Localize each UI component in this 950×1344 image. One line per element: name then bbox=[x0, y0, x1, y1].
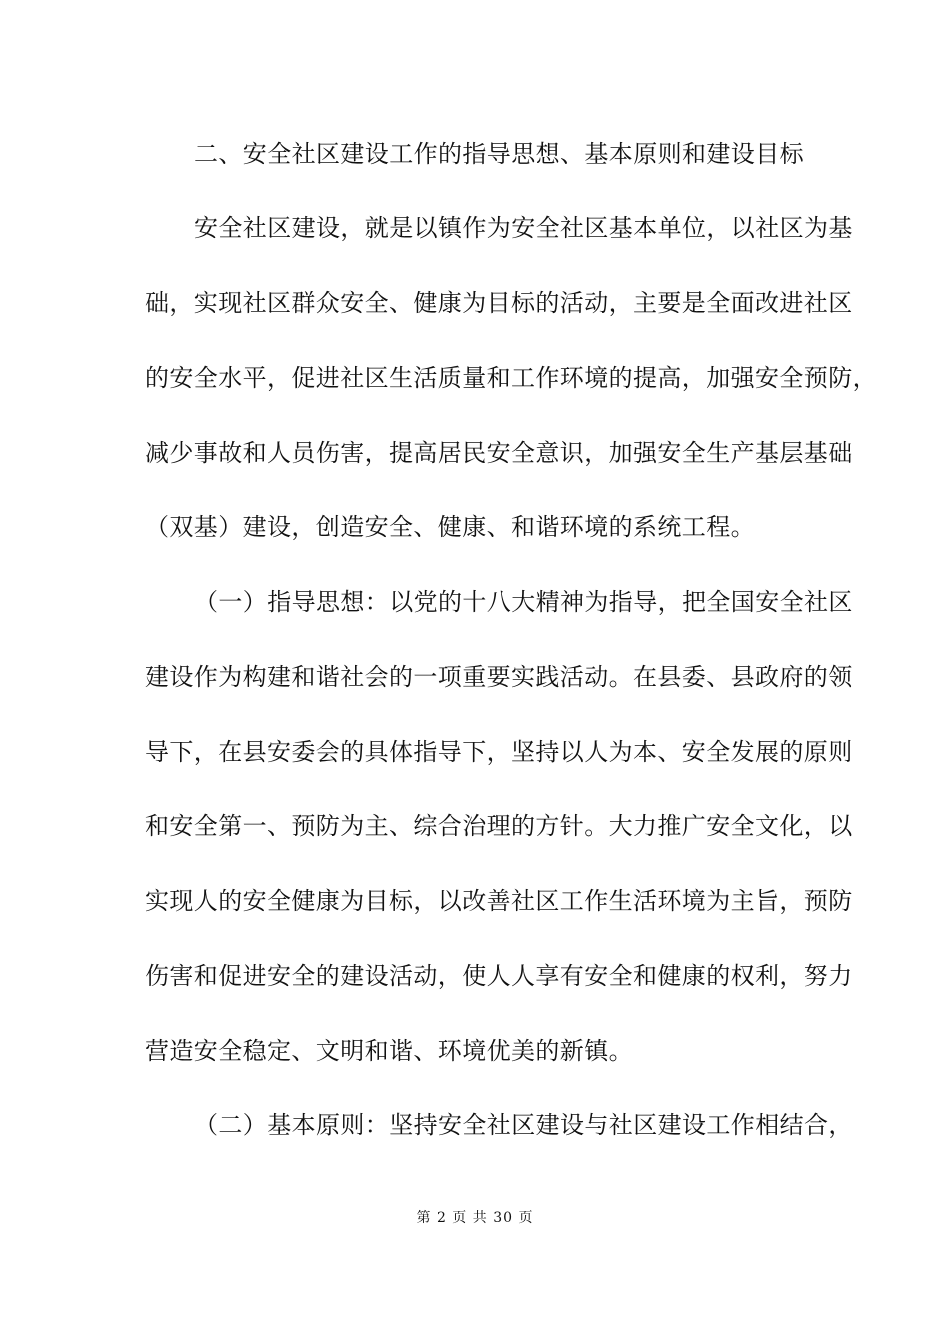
text-line: 实现人的安全健康为目标，以改善社区工作生活环境为主旨，预防 bbox=[145, 887, 853, 915]
text-line: （双基）建设，创造安全、健康、和谐环境的系统工程。 bbox=[145, 513, 755, 541]
text-line: 二、安全社区建设工作的指导思想、基本原则和建设目标 bbox=[194, 140, 804, 168]
text-line: （一）指导思想：以党的十八大精神为指导，把全国安全社区 bbox=[194, 588, 853, 616]
page-footer: 第 2 页 共 30 页 bbox=[416, 1210, 534, 1226]
text-line: 伤害和促进安全的建设活动，使人人享有安全和健康的权利，努力 bbox=[145, 962, 853, 990]
text-line: 的安全水平，促进社区生活质量和工作环境的提高，加强安全预防， bbox=[145, 364, 877, 392]
text-line: （二）基本原则：坚持安全社区建设与社区建设工作相结合， bbox=[194, 1111, 853, 1139]
text-line: 导下，在县安委会的具体指导下，坚持以人为本、安全发展的原则 bbox=[145, 738, 853, 766]
text-line: 营造安全稳定、文明和谐、环境优美的新镇。 bbox=[145, 1037, 633, 1065]
text-line: 和安全第一、预防为主、综合治理的方针。大力推广安全文化，以 bbox=[145, 812, 853, 840]
text-line: 减少事故和人员伤害，提高居民安全意识，加强安全生产基层基础 bbox=[145, 439, 853, 467]
text-line: 安全社区建设，就是以镇作为安全社区基本单位，以社区为基 bbox=[194, 214, 853, 242]
text-line: 建设作为构建和谐社会的一项重要实践活动。在县委、县政府的领 bbox=[145, 663, 853, 691]
text-line: 础，实现社区群众安全、健康为目标的活动，主要是全面改进社区 bbox=[145, 289, 853, 317]
